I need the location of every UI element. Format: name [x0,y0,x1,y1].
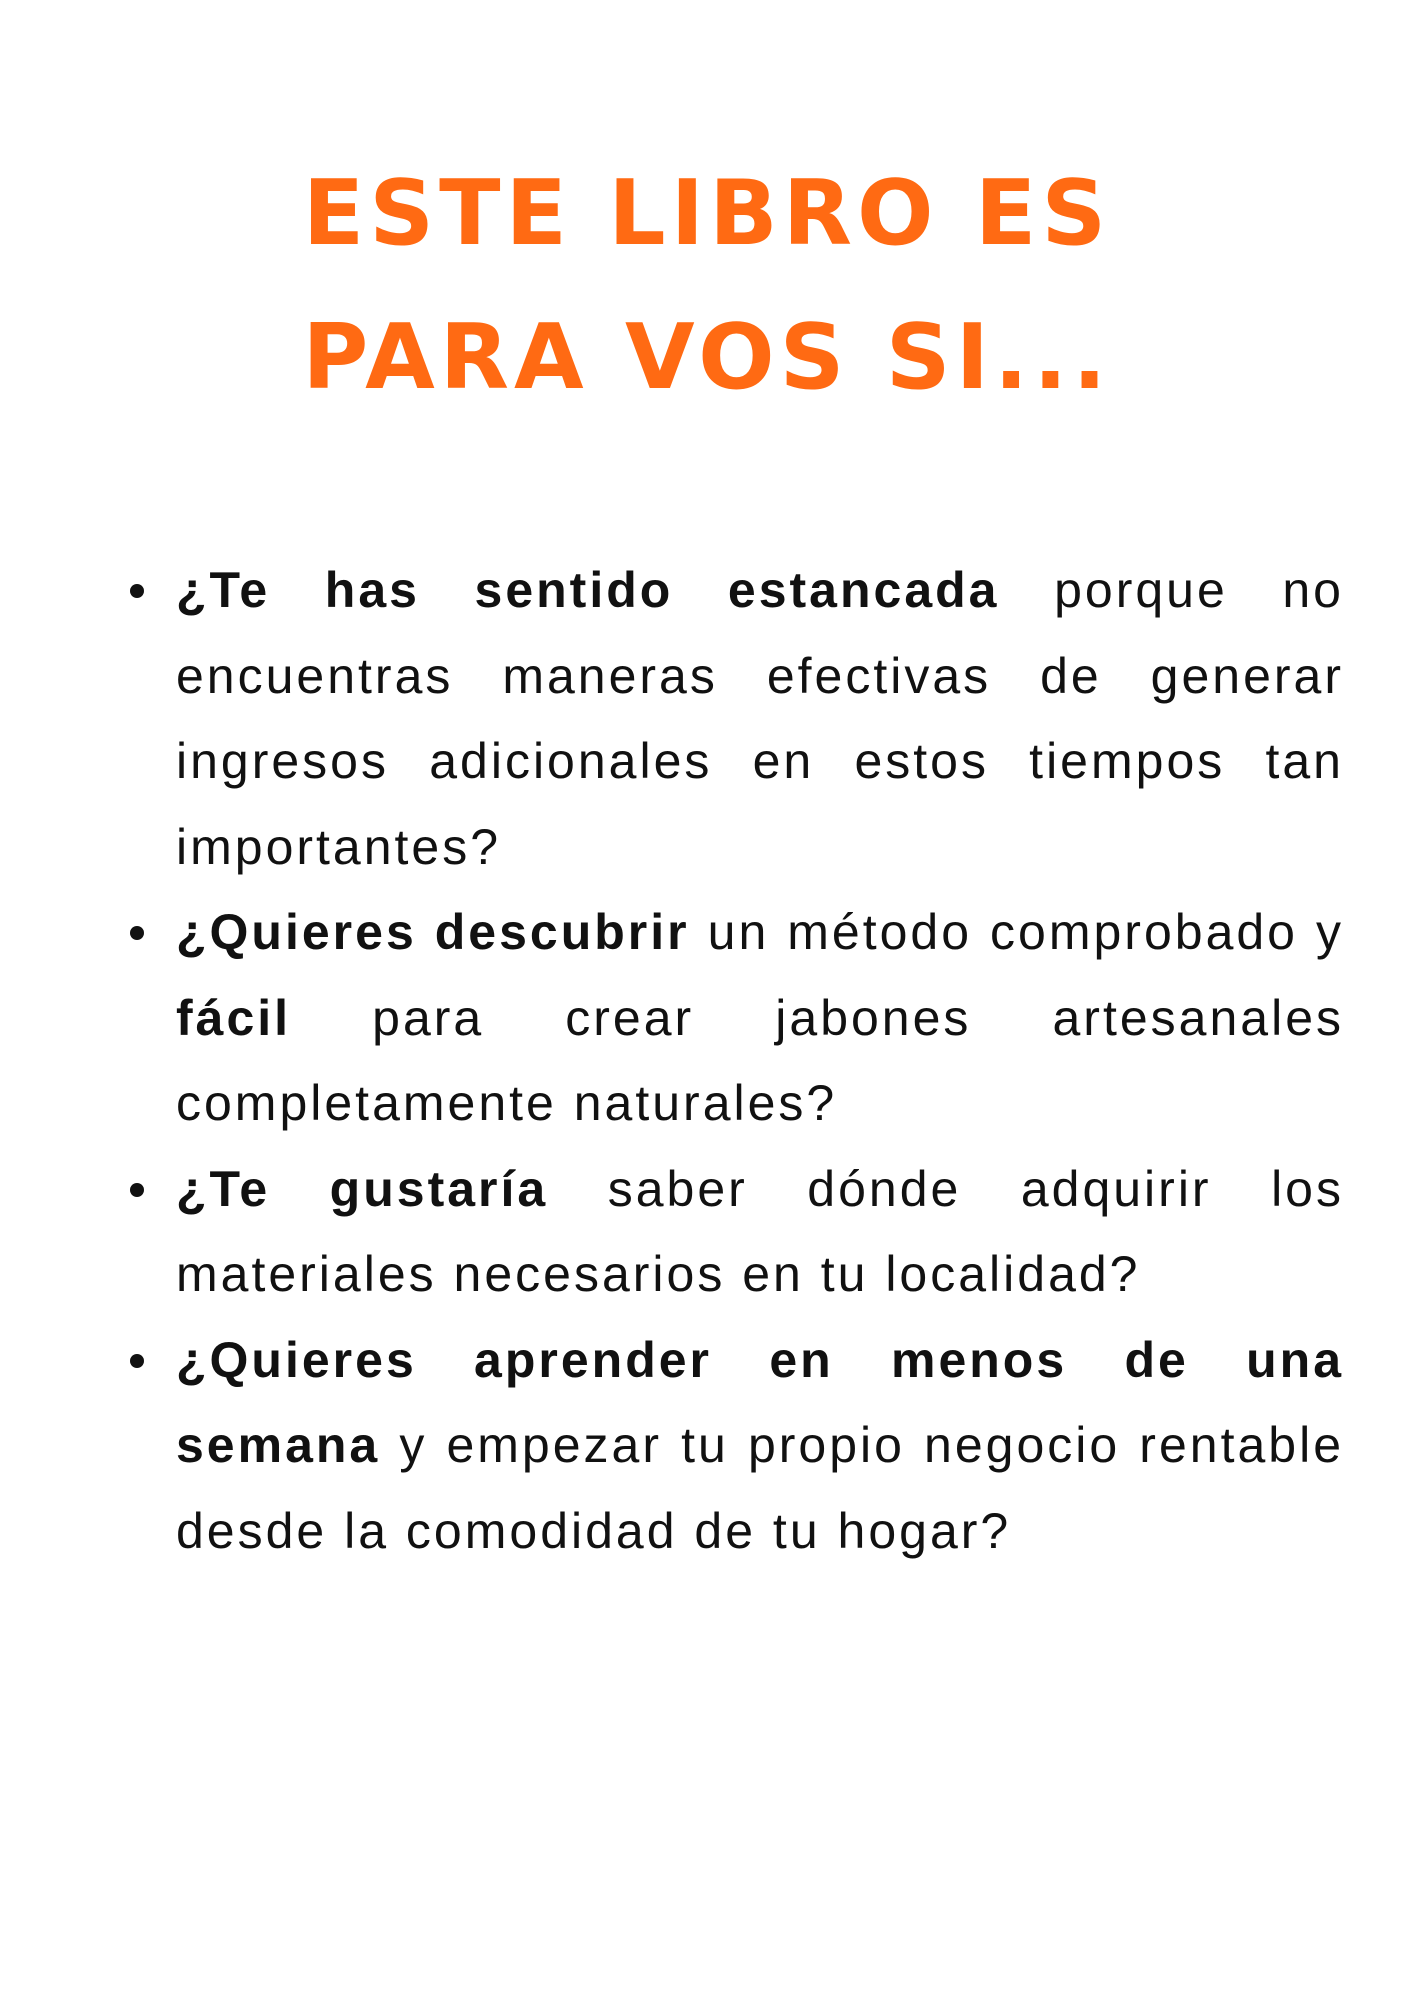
bullet-dot-icon [130,926,144,940]
bullet-item-learn [124,1318,1344,1575]
bullet-item-discover [124,890,1344,1147]
bullet-text: saber dónde adquirir los materiales necesarios en tu localidad? [176,1160,1344,1302]
bullet-text: y empezar tu propio negocio rentable desde la comodidad de tu hogar? [176,1417,1344,1559]
bullet-item-materials [124,1147,1344,1318]
bullet-text: para crear jabones artesanales completamente naturales? [176,989,1344,1131]
bullet-dot-icon [130,1354,144,1368]
title-line-1: ESTE LIBRO ES [302,161,1112,266]
bullet-list [124,548,1344,1574]
bullet-dot-icon [130,1183,144,1197]
bullet-bold-text: ¿Te gustaría [176,1160,549,1217]
title-line-2: PARA VOS SI... [302,305,1112,410]
bullet-bold-text: ¿Te has sentido estancada [176,562,1000,618]
bullet-bold-text: ¿Quieres aprender en menos de una semana [176,1331,1344,1473]
bullet-item-stuck [124,548,1344,890]
bullet-bold-text: ¿Quieres descubrir [176,904,690,960]
page-title [0,142,1414,430]
bullet-dot-icon [130,584,144,598]
bullet-text: porque no encuentras maneras efectivas de generar ingresos adicionales en estos tiempos tan importantes? [176,562,1344,875]
bullet-bold-text: fácil [176,989,292,1046]
bullet-text: un método comprobado y [689,904,1344,960]
